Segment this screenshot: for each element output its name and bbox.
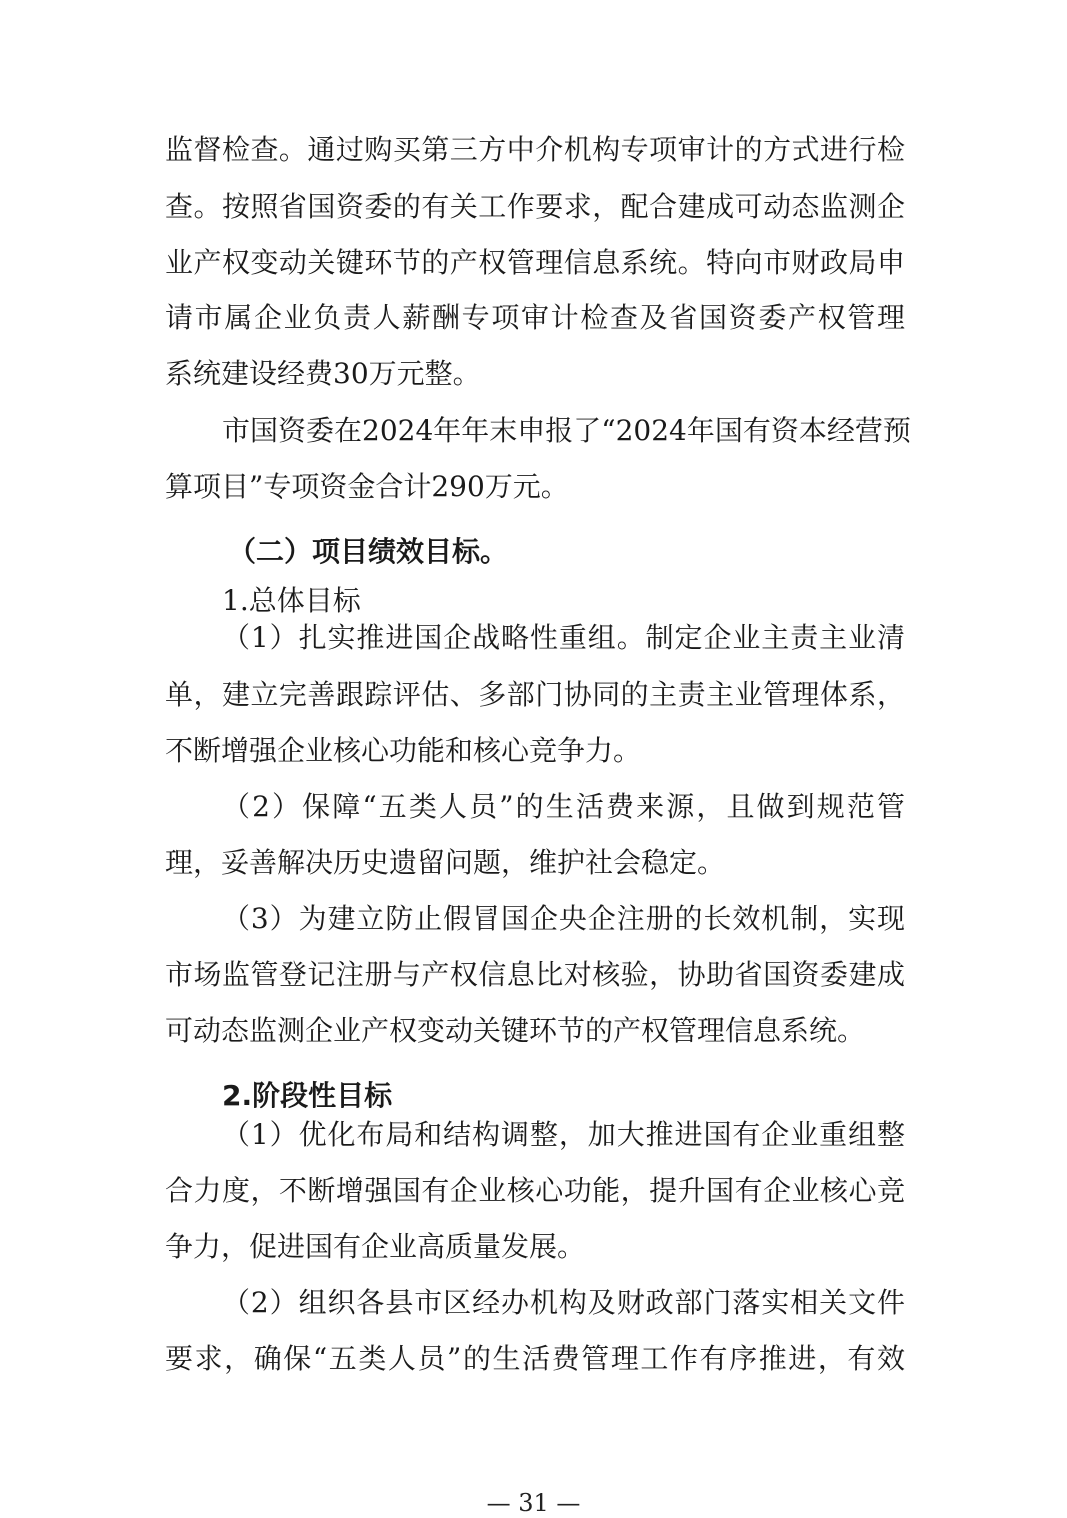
page-number: — 31 — [486, 1489, 581, 1517]
body-text-line: 系统建设经费30万元整。 [165, 357, 481, 390]
body-text-line: 争力，促进国有企业高质量发展。 [165, 1230, 586, 1263]
body-text-line: 合力度，不断增强国有企业核心功能，提升国有企业核心竞 [165, 1174, 905, 1207]
body-text-line: 查。按照省国资委的有关工作要求，配合建成可动态监测企 [165, 190, 905, 223]
subsection-heading: 1.总体目标 [222, 584, 361, 617]
section-heading: （二）项目绩效目标。 [228, 535, 509, 568]
body-text-line: 理，妥善解决历史遗留问题，维护社会稳定。 [165, 846, 726, 879]
body-text-line: 可动态监测企业产权变动关键环节的产权管理信息系统。 [165, 1014, 866, 1047]
body-text-line: （1）优化布局和结构调整，加大推进国有企业重组整 [222, 1118, 905, 1151]
body-text-line: （1）扎实推进国企战略性重组。制定企业主责主业清 [222, 621, 905, 654]
body-text-line: （3）为建立防止假冒国企央企注册的长效机制，实现 [222, 902, 905, 935]
body-text-line: 业产权变动关键环节的产权管理信息系统。特向市财政局申 [165, 246, 905, 279]
body-text-line: 不断增强企业核心功能和核心竞争力。 [165, 734, 642, 767]
body-text-line: 单，建立完善跟踪评估、多部门协同的主责主业管理体系， [165, 678, 905, 711]
body-text-line: 市场监管登记注册与产权信息比对核验，协助省国资委建成 [165, 958, 905, 991]
body-text-line: 市国资委在2024年年末申报了“2024年国有资本经营预 [222, 414, 911, 447]
body-text-line: （2）保障“五类人员”的生活费来源，且做到规范管 [222, 790, 905, 823]
body-text-line: 算项目”专项资金合计290万元。 [165, 470, 569, 503]
subsection-heading: 2.阶段性目标 [222, 1079, 393, 1112]
body-text-line: （2）组织各县市区经办机构及财政部门落实相关文件 [222, 1286, 905, 1319]
body-text-line: 请市属企业负责人薪酬专项审计检查及省国资委产权管理 [165, 301, 905, 334]
body-text-line: 要求，确保“五类人员”的生活费管理工作有序推进，有效 [165, 1342, 905, 1375]
body-text-line: 监督检查。通过购买第三方中介机构专项审计的方式进行检 [165, 133, 905, 166]
